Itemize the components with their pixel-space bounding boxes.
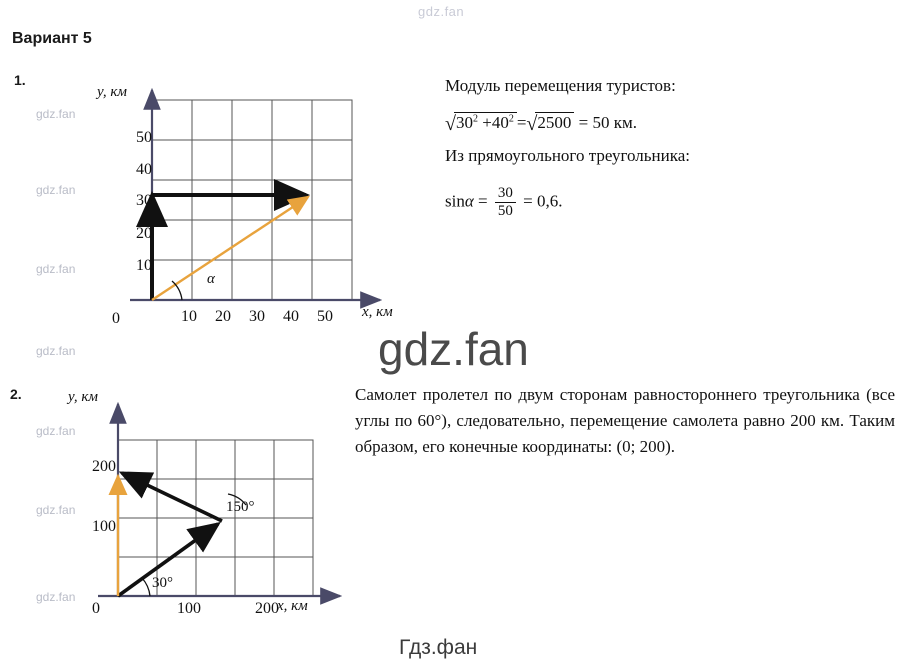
- problem-2-angle-1: 150°: [226, 499, 255, 515]
- problem-1-y-tick-2: 30: [136, 192, 152, 209]
- watermark-top: gdz.fan: [418, 4, 465, 19]
- problem-1-y-tick-0: 50: [136, 129, 152, 146]
- problem-1-solution-line-2: Из прямоугольного треугольника:: [445, 146, 691, 165]
- problem-1-solution-line-1: Модуль перемещения туристов:: [445, 76, 676, 95]
- problem-1-x-tick-4: 50: [317, 308, 333, 325]
- problem-2-y-axis-label: y, км: [68, 389, 98, 405]
- watermark-center: gdz.fan: [378, 323, 529, 375]
- problem-1-formula-1: $√30^2 +40^2 =√2500 = 50$ км.: [445, 113, 638, 135]
- problem-2-angle-2: 30°: [152, 575, 173, 591]
- problem-2-origin: 0: [92, 600, 100, 617]
- problem-2-x-tick-1: 200: [255, 600, 279, 617]
- problem-1-angle-label: α: [207, 271, 215, 287]
- problem-1-graph: [90, 85, 490, 335]
- problem-1-x-tick-2: 30: [249, 308, 265, 325]
- problem-1-formula-2: sinα = $\frac{30}{50}$ = 0,6.: [445, 185, 563, 220]
- problem-2-solution: Самолет пролетел по двум сторонам равностороннего треугольника (все углы по 60°), следовательно, перемещение самолета равно 200 км. Таким образом, его конечные координаты: (0; 200).: [355, 385, 895, 456]
- watermark-bottom: Гдз.фан: [399, 636, 478, 659]
- problem-1-y-axis-label: y, км: [97, 84, 127, 100]
- problem-1-x-tick-1: 20: [215, 308, 231, 325]
- problem-1-number: 1.: [14, 72, 26, 88]
- watermark-side-6: gdz.fan: [36, 503, 76, 517]
- watermark-side-2: gdz.fan: [36, 183, 76, 197]
- problem-1-x-tick-0: 10: [181, 308, 197, 325]
- problem-1-origin: 0: [112, 310, 120, 327]
- watermark-side-5: gdz.fan: [36, 424, 76, 438]
- watermark-side-1: gdz.fan: [36, 107, 76, 121]
- watermark-side-7: gdz.fan: [36, 590, 76, 604]
- problem-1-y-tick-1: 40: [136, 161, 152, 178]
- problem-2-y-tick-1: 100: [92, 518, 116, 535]
- problem-2-number: 2.: [10, 386, 22, 402]
- problem-1-x-tick-3: 40: [283, 308, 299, 325]
- watermark-side-4: gdz.fan: [36, 344, 76, 358]
- problem-2-x-tick-0: 100: [177, 600, 201, 617]
- problem-2-y-tick-0: 200: [92, 458, 116, 475]
- problem-1-y-tick-3: 20: [136, 225, 152, 242]
- problem-1-y-tick-4: 10: [136, 257, 152, 274]
- problem-2-x-axis-label: x, км: [277, 598, 308, 614]
- problem-1-x-axis-label: x, км: [362, 304, 393, 320]
- watermark-side-3: gdz.fan: [36, 262, 76, 276]
- page-title: Вариант 5: [12, 30, 92, 47]
